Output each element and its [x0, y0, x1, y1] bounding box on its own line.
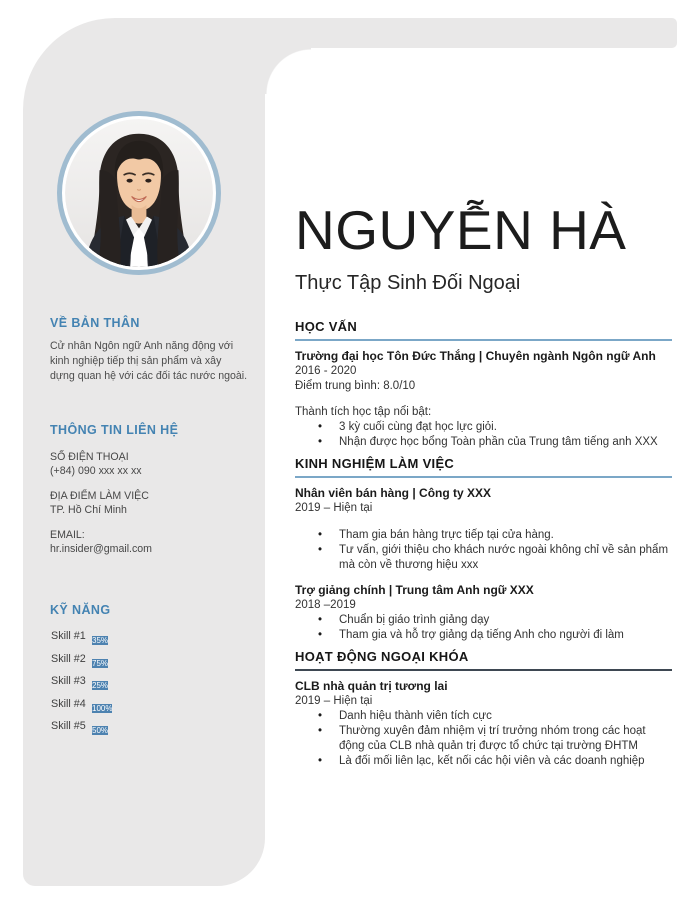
phone-value: (+84) 090 xxx xx xx [50, 465, 142, 477]
bullet-item: • Danh hiệu thành viên tích cực [339, 709, 672, 724]
skill-row [50, 652, 248, 668]
activities-section-heading: HOẠT ĐỘNG NGOẠI KHÓA [295, 649, 672, 671]
location-value: TP. Hồ Chí Minh [50, 504, 127, 516]
job-period: 2019 – Hiện tại [295, 502, 373, 514]
bullet-item: • 3 kỳ cuối cùng đạt học lực giỏi. [339, 420, 672, 435]
skill-label: Skill #3 [51, 675, 86, 687]
skill-row [50, 720, 248, 735]
skills-chart [50, 630, 248, 735]
about-text: Cử nhân Ngôn ngữ Anh năng động với kinh nghiệp tiếp thị sản phẩm và xây dựng quan hệ với các đối tác nước ngoài. [50, 340, 248, 382]
activity-org: CLB nhà quản trị tương lai [295, 679, 448, 693]
phone-label: SỐ ĐIỆN THOẠI [50, 451, 129, 463]
skill-bar: 75% [92, 658, 109, 668]
bullet-item: • Tư vấn, giới thiệu cho khách nước ngoài không chỉ về sản phẩm mà còn về thương hiệu xxx [339, 543, 672, 573]
activity-bullet-list [295, 709, 672, 769]
job-bullet-list [295, 528, 672, 573]
education-achievements-label: Thành tích học tập nổi bật: [295, 406, 432, 418]
location-label: ĐỊA ĐIỂM LÀM VIỆC [50, 490, 149, 502]
skill-label: Skill #2 [51, 652, 86, 665]
email-value: hr.insider@gmail.com [50, 543, 153, 555]
skill-label: Skill #5 [51, 720, 86, 732]
skill-label: Skill #4 [51, 697, 86, 710]
bullet-item: • Chuẩn bị giáo trình giảng dạy [339, 613, 672, 628]
skill-bar: 25% [92, 681, 109, 690]
skill-row [50, 697, 248, 713]
skill-bar-track [92, 630, 234, 645]
candidate-name: NGUYỄN HÀ [295, 199, 627, 261]
education-gpa: Điểm trung bình: 8.0/10 [295, 380, 416, 392]
education-period: 2016 - 2020 [295, 365, 357, 377]
main-content [295, 0, 672, 769]
skill-bar-track [92, 675, 234, 690]
sidebar-content [50, 316, 248, 743]
skill-row [50, 675, 248, 690]
education-entry-title: Trường đại học Tôn Đức Thắng | Chuyên ngành Ngôn ngữ Anh [295, 349, 656, 363]
experience-section-heading: KINH NGHIỆM LÀM VIỆC [295, 456, 672, 478]
skill-bar-track [92, 698, 234, 713]
profile-photo-frame [57, 111, 221, 275]
skill-label: Skill #1 [51, 630, 86, 642]
education-bullet-list [295, 420, 672, 450]
email-label: EMAIL: [50, 529, 85, 541]
skill-row [50, 630, 248, 645]
job-title: Trợ giảng chính | Trung tâm Anh ngữ XXX [295, 583, 534, 597]
skill-bar: 35% [92, 636, 109, 645]
skills-heading: KỸ NĂNG [50, 603, 111, 617]
education-section-heading: HỌC VẤN [295, 319, 672, 341]
contact-heading: THÔNG TIN LIÊN HỆ [50, 423, 179, 437]
job-title: Nhân viên bán hàng | Công ty XXX [295, 486, 492, 500]
skill-bar-track [92, 653, 234, 668]
profile-photo [65, 119, 213, 267]
bullet-item: • Nhận được học bổng Toàn phần của Trung tâm tiếng anh XXX [339, 435, 672, 450]
bullet-item: • Tham gia bán hàng trực tiếp tại cửa hàng. [339, 528, 672, 543]
skill-bar-track [92, 720, 234, 735]
skill-bar: 100% [92, 703, 113, 713]
job-bullet-list [295, 613, 672, 643]
bullet-item: • Thường xuyên đảm nhiệm vị trí trưởng nhóm trong các hoạt động của CLB nhà quản trị được tổ chức tại trường ĐHTM [339, 724, 672, 754]
activity-period: 2019 – Hiện tại [295, 695, 373, 707]
job-period: 2018 –2019 [295, 599, 356, 611]
bullet-item: • Tham gia và hỗ trợ giảng dạ tiếng Anh cho người đi làm [339, 628, 672, 643]
about-heading: VỀ BẢN THÂN [50, 316, 140, 330]
bullet-item: • Là đối mối liên lạc, kết nối các hội viên và các doanh nghiệp [339, 754, 672, 769]
skill-bar: 50% [92, 726, 109, 735]
candidate-title: Thực Tập Sinh Đối Ngoại [295, 272, 521, 294]
